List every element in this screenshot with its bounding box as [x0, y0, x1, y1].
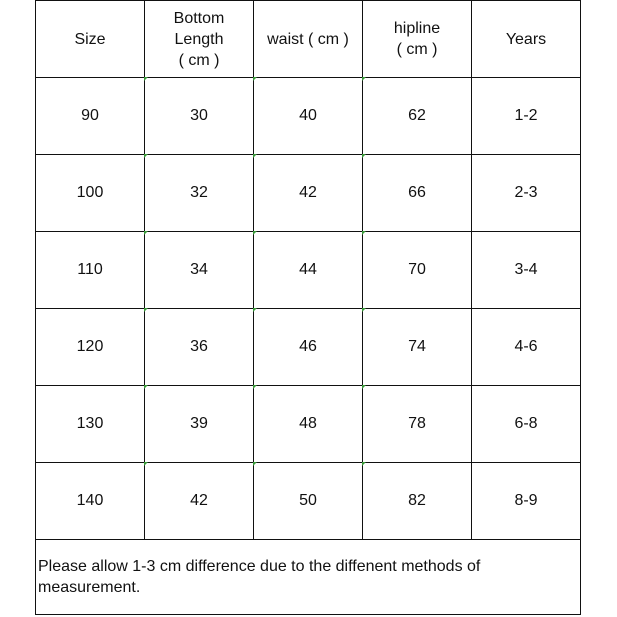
years-cell: 3-4	[472, 232, 581, 309]
size-cell: 90	[36, 78, 145, 155]
cell-marker	[144, 385, 148, 389]
cell-marker	[253, 385, 257, 389]
table-row	[36, 155, 581, 232]
hipline-cell: 70	[363, 232, 472, 309]
size-chart-table	[35, 0, 581, 615]
table-row	[36, 463, 581, 540]
table-row	[36, 232, 581, 309]
hipline-cell: 82	[363, 463, 472, 540]
header-bottom-length: Bottom Length ( cm )	[145, 1, 254, 78]
hipline-cell: 62	[363, 78, 472, 155]
table-row	[36, 78, 581, 155]
cell-marker	[362, 231, 366, 235]
header-years: Years	[472, 1, 581, 78]
cell-marker	[144, 231, 148, 235]
note-row	[36, 540, 581, 615]
table-row	[36, 309, 581, 386]
cell-marker	[253, 154, 257, 158]
cell-marker	[253, 308, 257, 312]
hipline-cell: 78	[363, 386, 472, 463]
waist-cell: 40	[254, 78, 363, 155]
waist-cell: 48	[254, 386, 363, 463]
waist-cell: 46	[254, 309, 363, 386]
waist-cell: 42	[254, 155, 363, 232]
bottom-length-cell: 30	[145, 78, 254, 155]
waist-cell: 50	[254, 463, 363, 540]
bottom-length-cell: 32	[145, 155, 254, 232]
bottom-length-cell: 39	[145, 386, 254, 463]
header-hipline: hipline ( cm )	[363, 1, 472, 78]
size-cell: 130	[36, 386, 145, 463]
bottom-length-cell: 36	[145, 309, 254, 386]
cell-marker	[253, 77, 257, 81]
cell-marker	[362, 462, 366, 466]
cell-marker	[362, 308, 366, 312]
bottom-length-cell: 34	[145, 232, 254, 309]
size-cell: 120	[36, 309, 145, 386]
header-size: Size	[36, 1, 145, 78]
cell-marker	[253, 462, 257, 466]
header-row	[36, 1, 581, 78]
measurement-note: Please allow 1-3 cm difference due to the diffenent methods of measurement.	[36, 540, 581, 615]
header-waist: waist ( cm )	[254, 1, 363, 78]
waist-cell: 44	[254, 232, 363, 309]
years-cell: 2-3	[472, 155, 581, 232]
size-cell: 100	[36, 155, 145, 232]
cell-marker	[144, 154, 148, 158]
years-cell: 8-9	[472, 463, 581, 540]
size-cell: 140	[36, 463, 145, 540]
years-cell: 6-8	[472, 386, 581, 463]
cell-marker	[362, 154, 366, 158]
hipline-cell: 66	[363, 155, 472, 232]
bottom-length-cell: 42	[145, 463, 254, 540]
hipline-cell: 74	[363, 309, 472, 386]
table-row	[36, 386, 581, 463]
years-cell: 4-6	[472, 309, 581, 386]
cell-marker	[362, 385, 366, 389]
cell-marker	[362, 77, 366, 81]
size-cell: 110	[36, 232, 145, 309]
years-cell: 1-2	[472, 78, 581, 155]
cell-marker	[144, 308, 148, 312]
cell-marker	[253, 231, 257, 235]
cell-marker	[144, 77, 148, 81]
cell-marker	[144, 462, 148, 466]
